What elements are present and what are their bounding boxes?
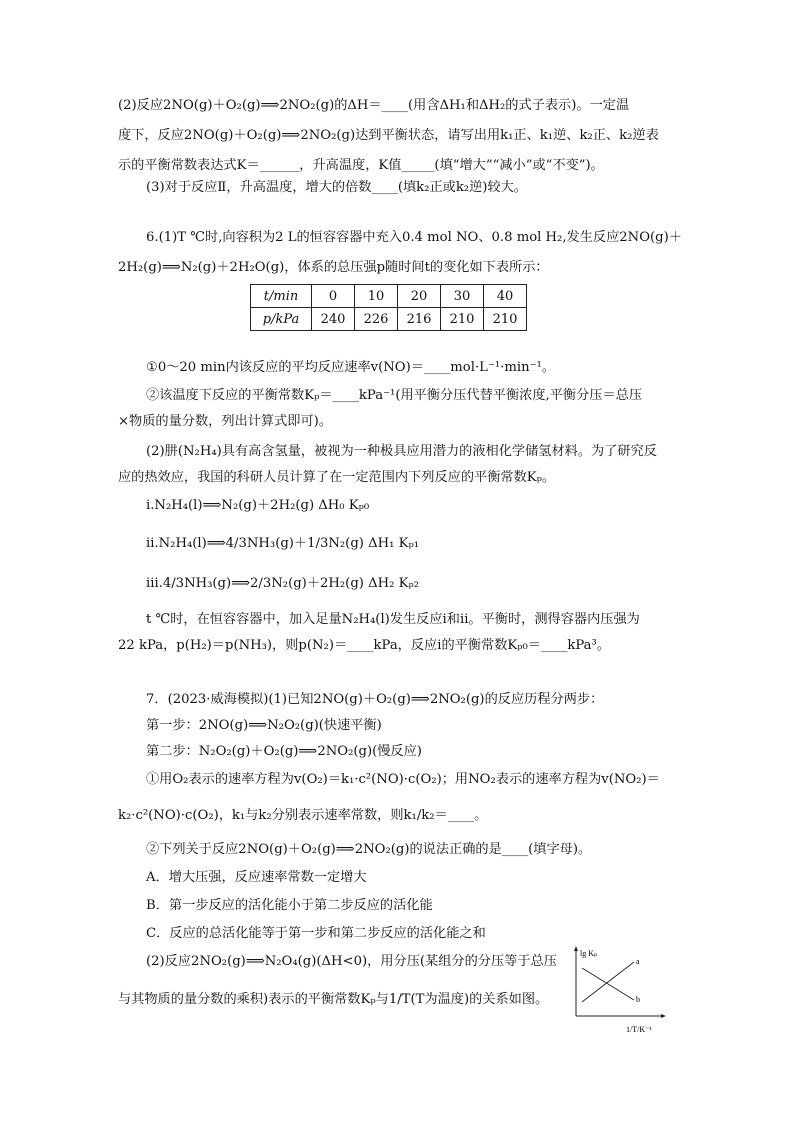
table-cell: t/min: [251, 285, 312, 308]
line-a: [582, 962, 634, 1002]
reaction-i: ⅰ.N₂H₄(l)⟹N₂(g)＋2H₂(g) ΔH₀ Kₚ₀: [146, 498, 370, 513]
reaction-ii: ⅱ.N₂H₄(l)⟹4/3NH₃(g)＋1/3N₂(g) ΔH₁ Kₚ₁: [146, 536, 420, 551]
table-cell: p/kPa: [251, 308, 312, 331]
table-header-row: [251, 285, 527, 308]
line-b-label: b: [636, 995, 640, 1004]
q6-part2-line3: t ℃时，在恒容容器中，加入足量N₂H₄(l)发生反应ⅰ和ⅱ。平衡时，测得容器内压强为: [146, 612, 640, 627]
line-a-label: a: [636, 957, 640, 966]
q7-sub2-line: ②下列关于反应2NO(g)＋O₂(g)⟹2NO₂(g)的说法正确的是____(填字母)。: [146, 842, 592, 857]
table-cell: 226: [355, 308, 398, 331]
q7-part2-line2: 与其物质的量分数的乘积)表示的平衡常数Kₚ与1/T(T为温度)的关系如图。: [118, 992, 549, 1007]
q7-intro-line: 7．(2023·威海模拟)(1)已知2NO(g)＋O₂(g)⟹2NO₂(g)的反应历程分两步：: [146, 692, 604, 707]
y-axis-label: lg Kₚ: [580, 949, 598, 958]
table-cell: 40: [484, 285, 527, 308]
pressure-time-table: [250, 284, 527, 331]
table-cell: 30: [441, 285, 484, 308]
table-cell: 216: [398, 308, 441, 331]
q7-part2-line1: (2)反应2NO₂(g)⟹N₂O₄(g)(ΔH<0)，用分压(某组分的分压等于总压: [146, 954, 557, 969]
table-cell: 10: [355, 285, 398, 308]
q6-part2-line1: (2)肼(N₂H₄)具有高含氢量，被视为一种极具应用潜力的液相化学储氢材料。为了研究反: [146, 444, 657, 459]
q6-sub2-line2: ×物质的量分数，列出计算式即可)。: [118, 414, 333, 429]
x-axis-arrow-icon: [661, 1014, 666, 1018]
reaction-iii: ⅲ.4/3NH₃(g)⟹2/3N₂(g)＋2H₂(g) ΔH₂ Kₚ₂: [146, 576, 420, 591]
option-a: A．增大压强，反应速率常数一定增大: [146, 870, 367, 885]
q6-sub1-line: ①0～20 min内该反应的平均反应速率v(NO)＝____mol·L⁻¹·min⁻¹。: [146, 360, 556, 375]
table-row: [251, 308, 527, 331]
x-axis-label: 1/T/K⁻¹: [626, 1025, 652, 1034]
line-b: [582, 968, 634, 1000]
table-cell: 210: [441, 308, 484, 331]
q6-intro-line1: 6.(1)T ℃时,向容积为2 L的恒容容器中充入0.4 mol NO、0.8 mol H₂,发生反应2NO(g)＋: [146, 230, 682, 245]
q7-step1-line: 第一步：2NO(g)⟹N₂O₂(g)(快速平衡): [146, 718, 382, 733]
y-axis-arrow-icon: [574, 946, 578, 951]
q7-sub1-line1: ①用O₂表示的速率方程为v(O₂)＝k₁·c²(NO)·c(O₂)；用NO₂表示的速率方程为v(NO₂)＝: [146, 772, 660, 787]
q6-intro-line2: 2H₂(g)⟹N₂(g)＋2H₂O(g)，体系的总压强p随时间t的变化如下表所示：: [118, 260, 549, 275]
table-cell: 240: [312, 308, 355, 331]
q7-step2-line: 第二步：N₂O₂(g)＋O₂(g)⟹2NO₂(g)(慢反应): [146, 744, 422, 759]
table-cell: 210: [484, 308, 527, 331]
q6-sub2-line1: ②该温度下反应的平衡常数Kₚ＝____kPa⁻¹(用平衡分压代替平衡浓度,平衡分压＝总压: [146, 388, 643, 403]
option-b: B．第一步反应的活化能小于第二步反应的活化能: [146, 898, 433, 913]
q5-part3-line: (3)对于反应Ⅱ，升高温度，增大的倍数____(填k₂正或k₂逆)较大。: [146, 180, 527, 195]
q6-part2-line4: 22 kPa，p(H₂)＝p(NH₃)，则p(N₂)＝____kPa，反应ⅰ的平衡常数Kₚ₀＝____kPa³。: [118, 638, 610, 653]
q5-part2-line1: (2)反应2NO(g)＋O₂(g)⟹2NO₂(g)的ΔH＝____(用含ΔH₁和ΔH₂的式子表示)。一定温: [118, 98, 630, 113]
q5-part2-line2: 度下，反应2NO(g)＋O₂(g)⟹2NO₂(g)达到平衡状态，请写出用k₁正、k₁逆、k₂正、k₂逆表: [118, 128, 659, 143]
lgkp-vs-inverse-t-graph: [568, 944, 668, 1040]
q5-part2-line3: 示的平衡常数表达式K＝______，升高温度，K值_____(填“增大”“减小”或“不变”)。: [118, 158, 604, 173]
table-cell: 20: [398, 285, 441, 308]
option-c: C．反应的总活化能等于第一步和第二步反应的活化能之和: [146, 926, 486, 941]
q7-sub1-line2: k₂·c²(NO)·c(O₂)，k₁与k₂分别表示速率常数，则k₁/k₂＝____。: [118, 808, 488, 823]
q6-part2-line2: 应的热效应，我国的科研人员计算了在一定范围内下列反应的平衡常数Kₚ。: [118, 470, 556, 485]
table-cell: 0: [312, 285, 355, 308]
